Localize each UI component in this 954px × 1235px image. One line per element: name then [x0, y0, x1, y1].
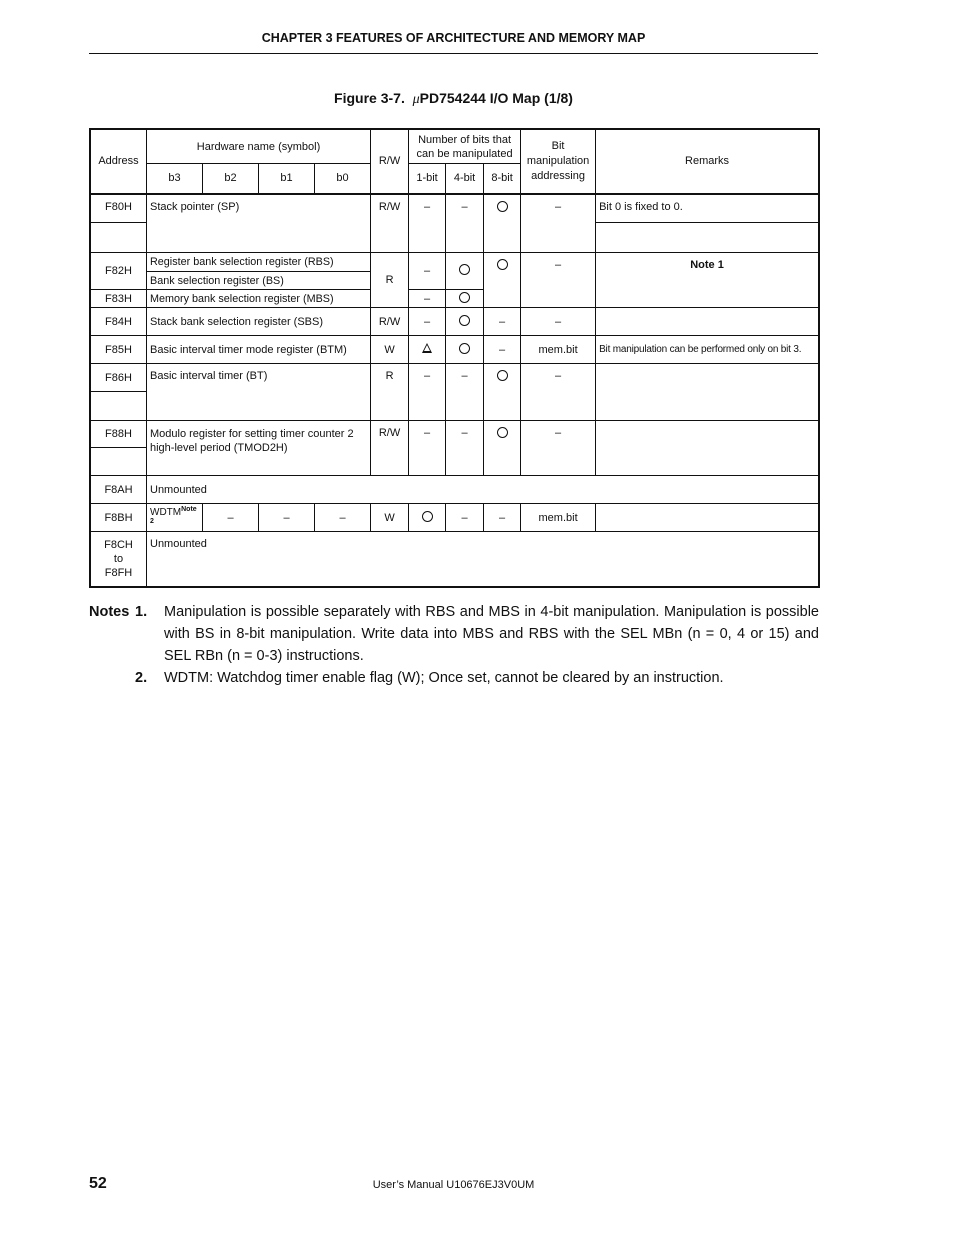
cell-rw: W	[371, 504, 409, 532]
cell-name: Memory bank selection register (MBS)	[147, 290, 371, 308]
notes-label: Notes	[89, 604, 130, 620]
note-ref: Note 2	[150, 505, 197, 525]
table-row	[91, 532, 819, 587]
cell-8bit: –	[484, 308, 521, 336]
cell-remark	[596, 421, 819, 476]
cell-4bit	[446, 253, 484, 290]
address-line3: F8FH	[104, 567, 133, 579]
cell-8bit	[484, 253, 521, 308]
cell-rw: R	[371, 253, 409, 308]
address-line1: F8CH	[104, 539, 133, 551]
cell-address: F86H	[91, 364, 147, 392]
table-row	[91, 253, 819, 272]
cell-address-empty	[91, 223, 147, 253]
note-1	[89, 601, 819, 667]
cell-name: Stack pointer (SP)	[147, 194, 371, 253]
cell-address: F82H	[91, 253, 147, 290]
header-remarks: Remarks	[596, 130, 819, 194]
table-row	[91, 308, 819, 336]
chapter-header: CHAPTER 3 FEATURES OF ARCHITECTURE AND MEMORY MAP	[261, 31, 646, 45]
circle-icon	[459, 264, 470, 275]
cell-b2: –	[203, 504, 259, 532]
circle-icon	[497, 201, 508, 212]
cell-remark: Note 1	[596, 253, 819, 308]
note-2	[89, 667, 819, 689]
cell-1bit: –	[409, 421, 446, 476]
cell-1bit	[409, 336, 446, 364]
circle-icon	[422, 511, 433, 522]
cell-remark	[596, 308, 819, 336]
cell-name: Unmounted	[147, 532, 819, 587]
header-rule	[89, 53, 818, 54]
cell-4bit: –	[446, 364, 484, 421]
header-b0: b0	[315, 164, 371, 194]
table-row	[91, 364, 819, 392]
cell-rw: R/W	[371, 194, 409, 253]
cell-rw: R/W	[371, 308, 409, 336]
cell-4bit: –	[446, 421, 484, 476]
circle-icon	[459, 292, 470, 303]
cell-bit-addressing: –	[521, 421, 596, 476]
cell-8bit: –	[484, 504, 521, 532]
cell-address: F8BH	[91, 504, 147, 532]
circle-icon	[459, 343, 470, 354]
cell-1bit: –	[409, 253, 446, 290]
table-row	[91, 476, 819, 504]
cell-bit-addressing: –	[521, 308, 596, 336]
figure-prefix: Figure 3-7.	[334, 90, 405, 106]
cell-name-line1: Modulo register for setting timer counter 2	[150, 428, 354, 440]
cell-name: Stack bank selection register (SBS)	[147, 308, 371, 336]
cell-address-empty	[91, 392, 147, 421]
cell-b1: –	[259, 504, 315, 532]
table-row	[91, 194, 819, 223]
header-8bit: 8-bit	[484, 164, 521, 194]
cell-8bit	[484, 364, 521, 421]
header-b2: b2	[203, 164, 259, 194]
cell-address: F88H	[91, 421, 147, 448]
cell-bit-addressing: mem.bit	[521, 336, 596, 364]
header-hardware: Hardware name (symbol)	[147, 130, 371, 164]
cell-b3	[147, 504, 203, 532]
table-row	[91, 336, 819, 364]
cell-address: F83H	[91, 290, 147, 308]
header-4bit: 4-bit	[446, 164, 484, 194]
wdtm-label: WDTM	[150, 506, 182, 518]
cell-bit-addressing: mem.bit	[521, 504, 596, 532]
cell-name: Unmounted	[147, 476, 819, 504]
circle-icon	[497, 259, 508, 270]
note-1-text: Manipulation is possible separately with RBS and MBS in 4-bit manipulation. Manipulation is possible with BS in 8-bit manipulation. Write data into MBS and RBS with the SEL MBn (n = 0, 4 or 15) and SEL RBn (n = 0-3) instructions.	[164, 604, 819, 664]
cell-address: F80H	[91, 194, 147, 223]
header-b1: b1	[259, 164, 315, 194]
note-1-number: 1.	[135, 604, 148, 620]
io-map-table	[89, 128, 820, 588]
header-rw: R/W	[371, 130, 409, 194]
table-row	[91, 504, 819, 532]
header-address: Address	[91, 130, 147, 194]
cell-remark-empty	[596, 223, 819, 253]
cell-address	[91, 532, 147, 587]
header-bits: Number of bits that can be manipulated	[409, 130, 521, 164]
cell-address: F84H	[91, 308, 147, 336]
note-2-number: 2.	[135, 670, 148, 686]
circle-icon	[497, 427, 508, 438]
figure-name: PD754244 I/O Map (1/8)	[419, 90, 573, 106]
cell-name: Bank selection register (BS)	[147, 272, 371, 290]
cell-address: F85H	[91, 336, 147, 364]
cell-8bit	[484, 421, 521, 476]
table-row	[91, 421, 819, 448]
cell-4bit	[446, 308, 484, 336]
cell-remark: Bit 0 is fixed to 0.	[596, 194, 819, 223]
address-line2: to	[113, 553, 124, 565]
page-number: 52	[89, 1175, 107, 1192]
cell-8bit	[484, 194, 521, 253]
cell-1bit: –	[409, 364, 446, 421]
cell-bit-addressing: –	[521, 194, 596, 253]
cell-remark: Bit manipulation can be performed only on bit 3.	[596, 336, 819, 364]
triangle-icon	[422, 343, 432, 353]
cell-name	[147, 421, 371, 476]
header-1bit: 1-bit	[409, 164, 446, 194]
cell-1bit	[409, 504, 446, 532]
circle-icon	[497, 370, 508, 381]
cell-1bit: –	[409, 308, 446, 336]
cell-name-line2: high-level period (TMOD2H)	[150, 442, 288, 454]
cell-rw: R	[371, 364, 409, 421]
cell-bit-addressing: –	[521, 253, 596, 308]
cell-4bit: –	[446, 194, 484, 253]
cell-8bit: –	[484, 336, 521, 364]
cell-4bit	[446, 336, 484, 364]
cell-1bit: –	[409, 194, 446, 253]
cell-1bit: –	[409, 290, 446, 308]
cell-rw: R/W	[371, 421, 409, 476]
notes-section	[89, 601, 819, 689]
figure-title	[89, 90, 818, 108]
footer-manual: User’s Manual U10676EJ3V0UM	[372, 1179, 535, 1191]
cell-4bit	[446, 290, 484, 308]
figure-mu: μ	[412, 92, 420, 107]
cell-name: Basic interval timer (BT)	[147, 364, 371, 421]
cell-remark	[596, 504, 819, 532]
cell-address-empty	[91, 448, 147, 476]
header-bit-addressing: Bit manipulation addressing	[521, 130, 596, 194]
cell-name: Basic interval timer mode register (BTM)	[147, 336, 371, 364]
cell-b0: –	[315, 504, 371, 532]
cell-address: F8AH	[91, 476, 147, 504]
cell-remark	[596, 364, 819, 421]
header-b3: b3	[147, 164, 203, 194]
note-2-text: WDTM: Watchdog timer enable flag (W); Once set, cannot be cleared by an instruction.	[164, 670, 724, 686]
cell-name: Register bank selection register (RBS)	[147, 253, 371, 272]
cell-rw: W	[371, 336, 409, 364]
cell-bit-addressing: –	[521, 364, 596, 421]
circle-icon	[459, 315, 470, 326]
cell-4bit: –	[446, 504, 484, 532]
